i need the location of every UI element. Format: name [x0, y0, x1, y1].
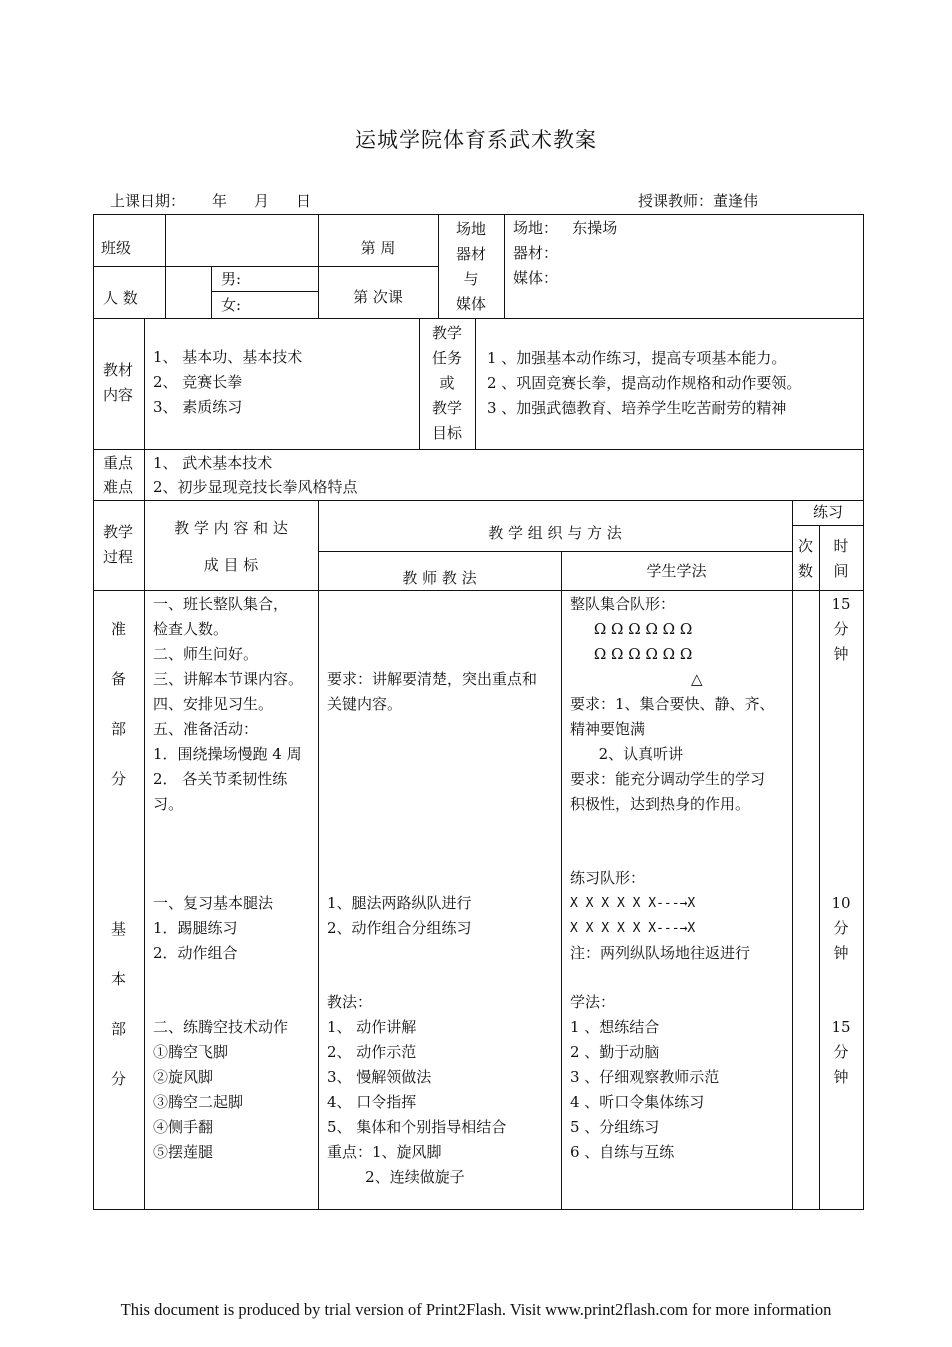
basic-formation: X X X X X X---→X — [570, 921, 696, 936]
prep-section-char: 分 — [110, 770, 126, 788]
basic-student-line: 6 、自练与互练 — [570, 1143, 675, 1161]
process-label-1: 教学 — [103, 523, 134, 541]
class-label: 班级 — [101, 239, 132, 257]
material-item: 2、 竞赛长拳 — [153, 373, 243, 391]
basic-section-char: 本 — [110, 970, 126, 988]
basic-student-line: 1 、想练结合 — [570, 1018, 660, 1036]
focus-item: 1、 武术基本技术 — [153, 454, 273, 472]
basic-teacher-line: 重点：1、旋风脚 — [327, 1143, 442, 1161]
basic-teacher-line: 5、 集体和个别指导相结合 — [327, 1118, 507, 1136]
basic-student-line: 学法： — [570, 993, 616, 1011]
basic-student-line: 4 、听口令集体练习 — [570, 1093, 705, 1111]
content-header-2: 成 目 标 — [203, 556, 259, 574]
prep-student-line: 精神要饱满 — [570, 720, 646, 738]
lesson-label: 第 次课 — [353, 288, 403, 306]
goal-item: 1 、加强基本动作练习，提高专项基本能力。 — [487, 349, 787, 367]
prep-time: 分 — [833, 620, 849, 638]
teacher-position-icon: △ — [691, 670, 703, 688]
basic-student-line: 5 、分组练习 — [570, 1118, 660, 1136]
material-item: 1、 基本功、基本技术 — [153, 348, 303, 366]
basic-formation: X X X X X X---→X — [570, 896, 696, 911]
week-label: 第 周 — [360, 239, 396, 257]
media-label: 媒体： — [513, 269, 559, 287]
prep-student-formation: Ω Ω Ω Ω Ω Ω — [570, 645, 693, 663]
venue-label-4: 媒体 — [455, 295, 486, 313]
basic-content-line: 2．动作组合 — [153, 944, 238, 962]
basic-section-char: 基 — [110, 920, 126, 938]
basic-content-line: 一、复习基本腿法 — [153, 894, 274, 912]
material-item: 3、 素质练习 — [153, 398, 243, 416]
prep-student-line: 积极性，达到热身的作用。 — [570, 795, 751, 813]
prep-section-char: 备 — [110, 670, 126, 688]
practice-header: 练习 — [812, 503, 843, 521]
equipment-label: 器材： — [513, 244, 559, 262]
lesson-plan-table — [93, 214, 864, 1210]
basic-time: 10 — [831, 894, 851, 912]
process-label-2: 过程 — [103, 548, 134, 566]
goal-item: 3 、加强武德教育、培养学生吃苦耐劳的精神 — [487, 399, 787, 417]
prep-content-line: 三、讲解本节课内容。 — [153, 670, 304, 688]
basic-content-line: 1．踢腿练习 — [153, 919, 238, 937]
page-title: 运城学院体育系武术教案 — [355, 128, 597, 152]
prep-time: 15 — [831, 595, 851, 613]
goal-label-4: 教学 — [431, 399, 462, 417]
prep-student-line: 整队集合队形： — [570, 595, 676, 613]
basic-teacher-line: 1、 动作讲解 — [327, 1018, 417, 1036]
venue-value: 场地： 东操场 — [513, 219, 618, 237]
day-label: 日 — [296, 192, 312, 210]
basic-section-char: 部 — [110, 1020, 126, 1038]
basic-content-line: ③腾空二起脚 — [153, 1093, 244, 1111]
focus-label-2: 难点 — [103, 478, 134, 496]
basic-teacher-line: 2、 动作示范 — [327, 1043, 417, 1061]
times-header-1: 次 — [797, 537, 813, 555]
prep-section-char: 部 — [110, 720, 126, 738]
focus-label-1: 重点 — [103, 454, 134, 472]
basic-teacher-line: 教法： — [327, 993, 373, 1011]
student-method-header: 学生学法 — [646, 562, 707, 580]
teacher-method-header: 教 师 教 法 — [402, 569, 477, 587]
prep-content-line: 检查人数。 — [153, 620, 229, 638]
basic-student-line: 2 、勤于动脑 — [570, 1043, 660, 1061]
month-label: 月 — [254, 192, 270, 210]
goal-label-5: 目标 — [431, 424, 462, 442]
basic-content-line: 二、练腾空技术动作 — [153, 1018, 289, 1036]
duration-header-1: 时 — [833, 537, 849, 555]
prep-student-formation: Ω Ω Ω Ω Ω Ω — [570, 620, 693, 638]
basic-content-line: ④侧手翻 — [153, 1118, 214, 1136]
teacher-name: 授课教师：董逢伟 — [638, 192, 759, 210]
basic-teacher-line: 3、 慢解领做法 — [327, 1068, 432, 1086]
goal-label-1: 教学 — [431, 324, 462, 342]
basic-teacher-line: 4、 口令指挥 — [327, 1093, 417, 1111]
venue-label-3: 与 — [463, 270, 479, 288]
material-label-2: 内容 — [103, 386, 134, 404]
times-header-2: 数 — [797, 562, 813, 580]
goal-label-2: 任务 — [431, 349, 462, 367]
basic-time: 分 — [833, 1043, 849, 1061]
date-label: 上课日期： — [110, 192, 186, 210]
basic-content-line: ②旋风脚 — [153, 1068, 214, 1086]
prep-content-line: 四、安排见习生。 — [153, 695, 274, 713]
basic-section-char: 分 — [110, 1070, 126, 1088]
prep-content-line: 1．围绕操场慢跑 4 周 — [153, 745, 302, 763]
prep-teacher-line: 要求：讲解要清楚，突出重点和 — [327, 670, 538, 688]
basic-teacher-line: 1、腿法两路纵队进行 — [327, 894, 472, 912]
prep-student-line: 2、认真听讲 — [570, 745, 684, 763]
prep-student-line: 要求：能充分调动学生的学习 — [570, 770, 766, 788]
year-label: 年 — [212, 192, 228, 210]
male-label: 男: — [221, 270, 242, 288]
basic-time: 15 — [831, 1018, 851, 1036]
basic-teacher-line: 2、动作组合分组练习 — [327, 919, 472, 937]
basic-student-line: 注：两列纵队场地往返进行 — [570, 944, 751, 962]
prep-content-line: 2． 各关节柔韧性练 — [153, 770, 288, 788]
org-header: 教 学 组 织 与 方 法 — [488, 524, 622, 542]
basic-content-line: ①腾空飞脚 — [153, 1043, 229, 1061]
focus-item: 2、初步显现竞技长拳风格特点 — [153, 478, 358, 496]
prep-teacher-line: 关键内容。 — [327, 695, 403, 713]
basic-student-line: 3 、仔细观察教师示范 — [570, 1068, 720, 1086]
prep-content-line: 五、准备活动： — [153, 720, 259, 738]
basic-time: 钟 — [833, 1068, 849, 1086]
basic-time: 钟 — [833, 944, 849, 962]
content-header-1: 教 学 内 容 和 达 — [174, 519, 288, 537]
basic-student-line: 练习队形： — [570, 869, 646, 887]
trial-footer: This document is produced by trial version of Print2Flash. Visit www.print2flash.com for more information — [120, 1300, 832, 1319]
prep-time: 钟 — [833, 645, 849, 663]
goal-label-3: 或 — [439, 374, 455, 392]
venue-label-1: 场地 — [455, 220, 486, 238]
venue-label-2: 器材 — [455, 245, 486, 263]
female-label: 女: — [221, 296, 242, 314]
duration-header-2: 间 — [833, 562, 849, 580]
material-label-1: 教材 — [103, 361, 134, 379]
basic-time: 分 — [833, 919, 849, 937]
prep-content-line: 习。 — [153, 795, 184, 813]
people-label: 人 数 — [103, 289, 138, 307]
basic-teacher-line: 2、连续做旋子 — [327, 1168, 465, 1186]
prep-student-line: 要求：1、集合要快、静、齐、 — [570, 695, 775, 713]
prep-section-char: 准 — [110, 620, 126, 638]
prep-content-line: 二、师生问好。 — [153, 645, 259, 663]
goal-item: 2 、巩固竞赛长拳，提高动作规格和动作要领。 — [487, 374, 802, 392]
prep-content-line: 一、班长整队集合， — [153, 595, 289, 613]
basic-content-line: ⑤摆莲腿 — [153, 1143, 214, 1161]
